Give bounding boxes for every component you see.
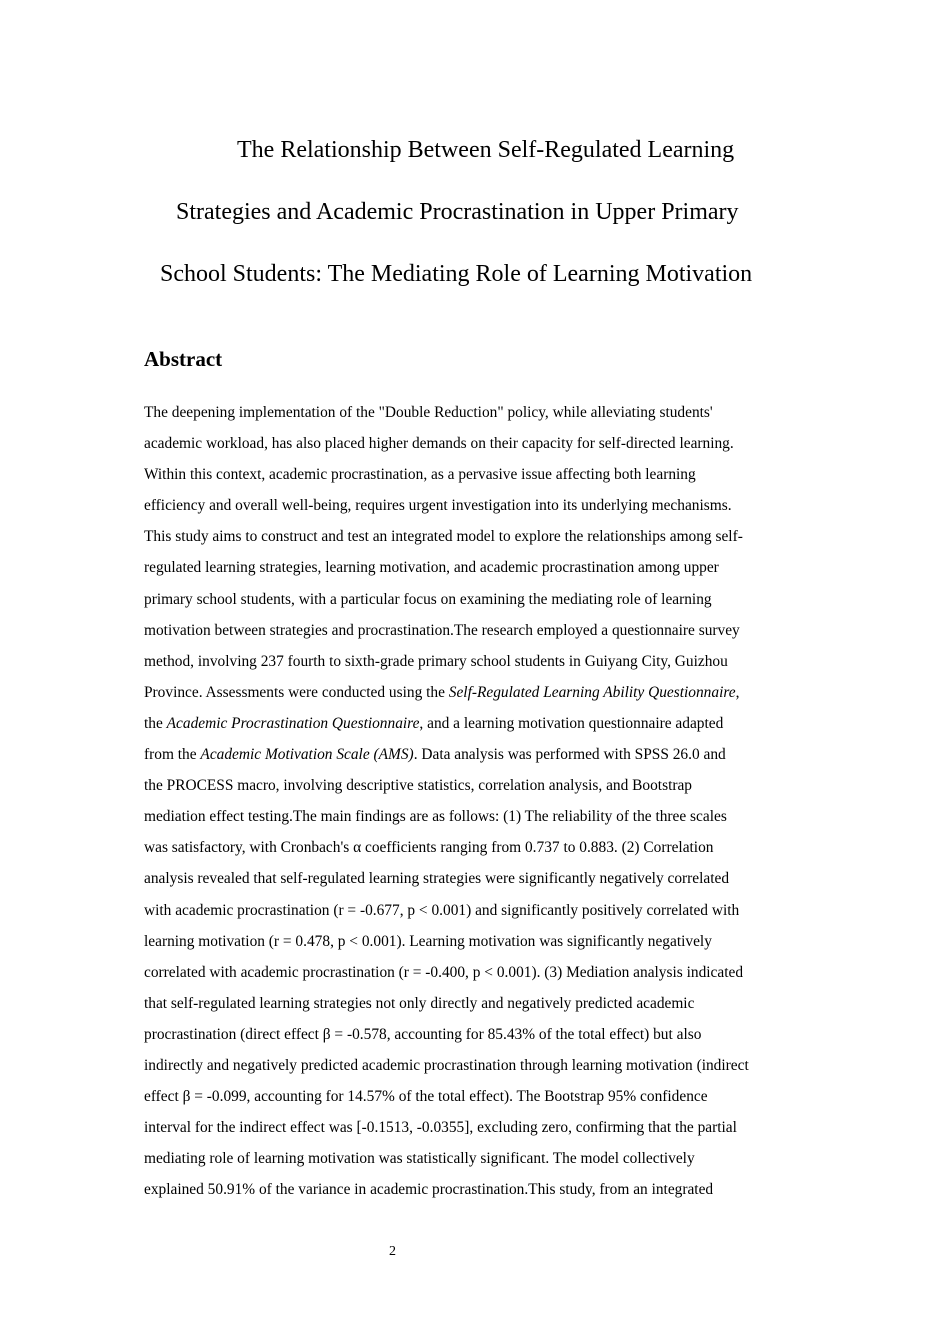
abstract-text: The deepening implementation of the "Double Reduction" policy, while alleviating students' [144, 404, 713, 421]
abstract-text: motivation between strategies and procrastination.The research employed a questionnaire survey [144, 621, 740, 639]
abstract-line [144, 801, 824, 832]
abstract-line [144, 770, 824, 801]
abstract-text: academic workload, has also placed higher demands on their capacity for self-directed learning. [144, 435, 734, 453]
abstract-line [144, 584, 824, 615]
abstract-text: indirectly and negatively predicted academic procrastination through learning motivation (indirect [144, 1056, 749, 1074]
title-line: Strategies and Academic Procrastination in Upper Primary [176, 199, 739, 225]
abstract-line [144, 677, 824, 708]
abstract-text: efficiency and overall well-being, requires urgent investigation into its underlying mechanisms. [144, 497, 732, 515]
abstract-italic-title: Academic Motivation Scale (AMS) [200, 746, 414, 764]
abstract-line [144, 615, 824, 646]
abstract-line [144, 926, 824, 957]
abstract-italic-title: Academic Procrastination Questionnaire [166, 714, 420, 732]
abstract-line [144, 739, 824, 770]
abstract-line [144, 895, 824, 926]
abstract-text: Province. Assessments were conducted using the [144, 683, 449, 701]
abstract-text: with academic procrastination (r = -0.677, p < 0.001) and significantly positively correlated with [144, 901, 740, 919]
abstract-line [144, 490, 824, 521]
abstract-text: mediating role of learning motivation was statistically significant. The model collectively [144, 1150, 695, 1168]
abstract-body [144, 397, 824, 1205]
abstract-text: learning motivation (r = 0.478, p < 0.001). Learning motivation was significantly negatively [144, 932, 712, 950]
title-line: School Students: The Mediating Role of Learning Motivation [160, 261, 753, 287]
abstract-line [144, 428, 824, 459]
abstract-line [144, 1050, 824, 1081]
abstract-text: method, involving 237 fourth to sixth-grade primary school students in Guiyang City, Guizhou [144, 652, 728, 670]
abstract-text: primary school students, with a particular focus on examining the mediating role of learning [144, 590, 712, 608]
abstract-text: . Data analysis was performed with SPSS 26.0 and [413, 746, 726, 764]
abstract-text: that self-regulated learning strategies not only directly and negatively predicted academic [144, 994, 695, 1012]
page-number: 2 [389, 1244, 396, 1259]
abstract-text: regulated learning strategies, learning motivation, and academic procrastination among upper [144, 559, 719, 577]
abstract-line [144, 708, 824, 739]
abstract-line [144, 1081, 824, 1112]
abstract-line [144, 521, 824, 552]
abstract-text: was satisfactory, with Cronbach's α coefficients ranging from 0.737 to 0.883. (2) Correlation [144, 839, 714, 857]
abstract-line [144, 459, 824, 490]
abstract-text: the PROCESS macro, involving descriptive statistics, correlation analysis, and Bootstrap [144, 777, 692, 795]
abstract-line [144, 863, 824, 894]
abstract-italic-title: Self-Regulated Learning Ability Questionnaire [448, 683, 736, 701]
abstract-text: mediation effect testing.The main findings are as follows: (1) The reliability of the three scales [144, 808, 727, 826]
abstract-line [144, 397, 824, 428]
abstract-line [144, 957, 824, 988]
abstract-text: procrastination (direct effect β = -0.578, accounting for 85.43% of the total effect) but also [144, 1025, 702, 1043]
abstract-line [144, 1174, 824, 1205]
abstract-heading: Abstract [144, 347, 223, 371]
abstract-text: Within this context, academic procrastination, as a pervasive issue affecting both learning [144, 466, 696, 484]
abstract-text: effect β = -0.099, accounting for 14.57% of the total effect). The Bootstrap 95% confidence [144, 1088, 708, 1106]
title-line: The Relationship Between Self-Regulated Learning [237, 137, 735, 163]
abstract-text: , [735, 683, 740, 701]
abstract-text: correlated with academic procrastination (r = -0.400, p < 0.001). (3) Mediation analysis indicated [144, 963, 744, 981]
abstract-text: This study aims to construct and test an integrated model to explore the relationships among self- [144, 528, 743, 546]
abstract-text: , and a learning motivation questionnaire adapted [419, 714, 724, 732]
abstract-line [144, 832, 824, 863]
abstract-text: interval for the indirect effect was [-0.1513, -0.0355], excluding zero, confirming that the partial [144, 1119, 737, 1137]
abstract-line [144, 1112, 824, 1143]
abstract-line [144, 646, 824, 677]
abstract-text: analysis revealed that self-regulated learning strategies were significantly negatively correlated [144, 870, 730, 888]
abstract-line [144, 988, 824, 1019]
abstract-line [144, 1143, 824, 1174]
abstract-text: from the [144, 746, 201, 764]
paper-title [0, 119, 950, 305]
abstract-text: the [144, 714, 167, 732]
abstract-line [144, 1019, 824, 1050]
abstract-text: explained 50.91% of the variance in academic procrastination.This study, from an integrated [144, 1181, 714, 1199]
abstract-line [144, 552, 824, 583]
